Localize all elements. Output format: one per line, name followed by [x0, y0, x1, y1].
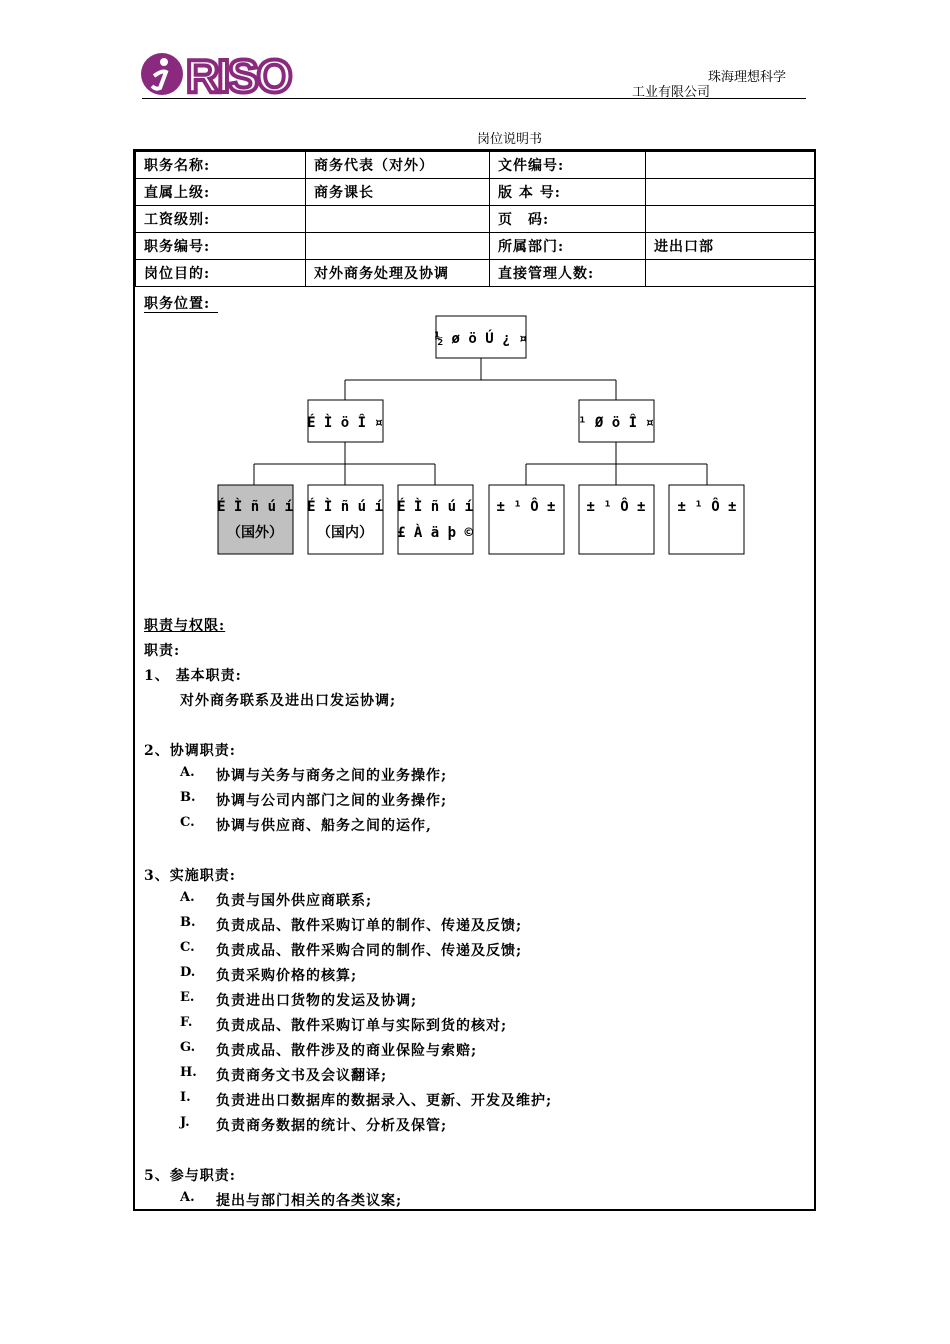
list-item-key: H. — [180, 1065, 197, 1080]
section-1-title: 1、 基本职责: — [144, 668, 242, 684]
table-cell: 文件编号: — [490, 152, 646, 179]
table-cell: 对外商务处理及协调 — [306, 260, 490, 287]
table-cell: 工资级别: — [136, 206, 306, 233]
list-item-key: G. — [180, 1040, 196, 1055]
company-name-line2: 工业有限公司 — [632, 85, 711, 100]
table-cell: 职务名称: — [136, 152, 306, 179]
org-node-leaf-4 — [489, 485, 564, 554]
table-cell: 职务编号: — [136, 233, 306, 260]
svg-text:É Ì ñ ú í: É Ì ñ ú í — [397, 499, 473, 515]
list-item-key: D. — [180, 965, 196, 980]
list-item-key: I. — [180, 1090, 191, 1105]
svg-text:± ¹ Ô ±: ± ¹ Ô ± — [496, 499, 556, 515]
company-name-line1: 珠海理想科学 — [708, 70, 787, 85]
table-cell: 岗位目的: — [136, 260, 306, 287]
list-item: 负责进出口货物的发运及协调; — [216, 993, 418, 1009]
svg-text:£ À ä þ ©: £ À ä þ © — [397, 525, 473, 541]
list-item-key: A. — [180, 890, 195, 905]
org-node-leaf-5 — [579, 485, 654, 554]
svg-text:（国内）: （国内） — [317, 525, 373, 541]
org-node-leaf-domestic — [307, 485, 383, 554]
table-cell: 所属部门: — [490, 233, 646, 260]
list-item: 负责成品、散件采购订单与实际到货的核对; — [216, 1018, 508, 1034]
list-item: 提出与部门相关的各类议案; — [216, 1193, 403, 1209]
svg-text:½ ø ö Ú ¿ ¤: ½ ø ö Ú ¿ ¤ — [434, 331, 528, 347]
svg-text:± ¹ Ô ±: ± ¹ Ô ± — [586, 499, 646, 515]
table-cell: 商务课长 — [306, 179, 490, 206]
svg-text:± ¹ Ô ±: ± ¹ Ô ± — [677, 499, 737, 515]
position-label: 职务位置: — [144, 293, 218, 313]
list-item: 协调与供应商、船务之间的运作, — [216, 818, 432, 834]
org-node-leaf-3 — [397, 485, 473, 554]
document-title: 岗位说明书 — [477, 132, 543, 147]
org-node-leaf-6 — [669, 485, 744, 554]
table-cell: 直接管理人数: — [490, 260, 646, 287]
list-item: 负责采购价格的核算; — [216, 968, 358, 984]
table-cell: 直属上级: — [136, 179, 306, 206]
list-item-key: E. — [180, 990, 195, 1005]
svg-text:É Ì ñ ú í: É Ì ñ ú í — [307, 499, 383, 515]
list-item: 负责商务文书及会议翻译; — [216, 1068, 388, 1084]
list-item: 负责成品、散件采购合同的制作、传递及反馈; — [216, 943, 523, 959]
list-item-key: B. — [180, 790, 196, 805]
section-2-title: 2、协调职责: — [144, 743, 236, 759]
list-item-key: A. — [180, 765, 195, 780]
duties-subheading: 职责: — [144, 643, 181, 659]
list-item-key: J. — [180, 1115, 190, 1130]
svg-text:¹ Ø ö Î ¤: ¹ Ø ö Î ¤ — [578, 415, 654, 431]
list-item-key: C. — [180, 940, 195, 955]
section-5-title: 5、参与职责: — [144, 1168, 236, 1184]
svg-text:RISO: RISO — [186, 50, 291, 98]
svg-text:É Ì ñ ú í: É Ì ñ ú í — [217, 499, 293, 515]
list-item: 负责商务数据的统计、分析及保管; — [216, 1118, 448, 1134]
org-node-leaf-overseas — [217, 485, 293, 554]
org-node-top — [435, 316, 528, 358]
org-node-mid-right — [578, 400, 654, 442]
table-cell: 进出口部 — [646, 233, 815, 260]
org-node-mid-left — [307, 400, 383, 442]
list-item-key: F. — [180, 1015, 193, 1030]
svg-text:（国外）: （国外） — [227, 525, 283, 541]
list-item: 负责成品、散件涉及的商业保险与索赔; — [216, 1043, 478, 1059]
list-item-key: C. — [180, 815, 195, 830]
list-item: 协调与关务与商务之间的业务操作; — [216, 768, 448, 784]
svg-text:É Ì ö Î ¤: É Ì ö Î ¤ — [307, 415, 383, 431]
list-item: 负责与国外供应商联系; — [216, 893, 373, 909]
org-chart — [0, 0, 950, 600]
list-item-key: A. — [180, 1190, 195, 1205]
list-item-key: B. — [180, 915, 196, 930]
duties-heading: 职责与权限: — [144, 618, 226, 634]
table-cell: 商务代表（对外） — [306, 152, 490, 179]
list-item: 协调与公司内部门之间的业务操作; — [216, 793, 448, 809]
list-item: 负责成品、散件采购订单的制作、传递及反馈; — [216, 918, 523, 934]
table-cell: 页 码: — [490, 206, 646, 233]
section-3-title: 3、实施职责: — [144, 868, 236, 884]
table-cell: 版 本 号: — [490, 179, 646, 206]
list-item: 负责进出口数据库的数据录入、更新、开发及维护; — [216, 1093, 553, 1109]
section-1-text: 对外商务联系及进出口发运协调; — [180, 693, 397, 709]
